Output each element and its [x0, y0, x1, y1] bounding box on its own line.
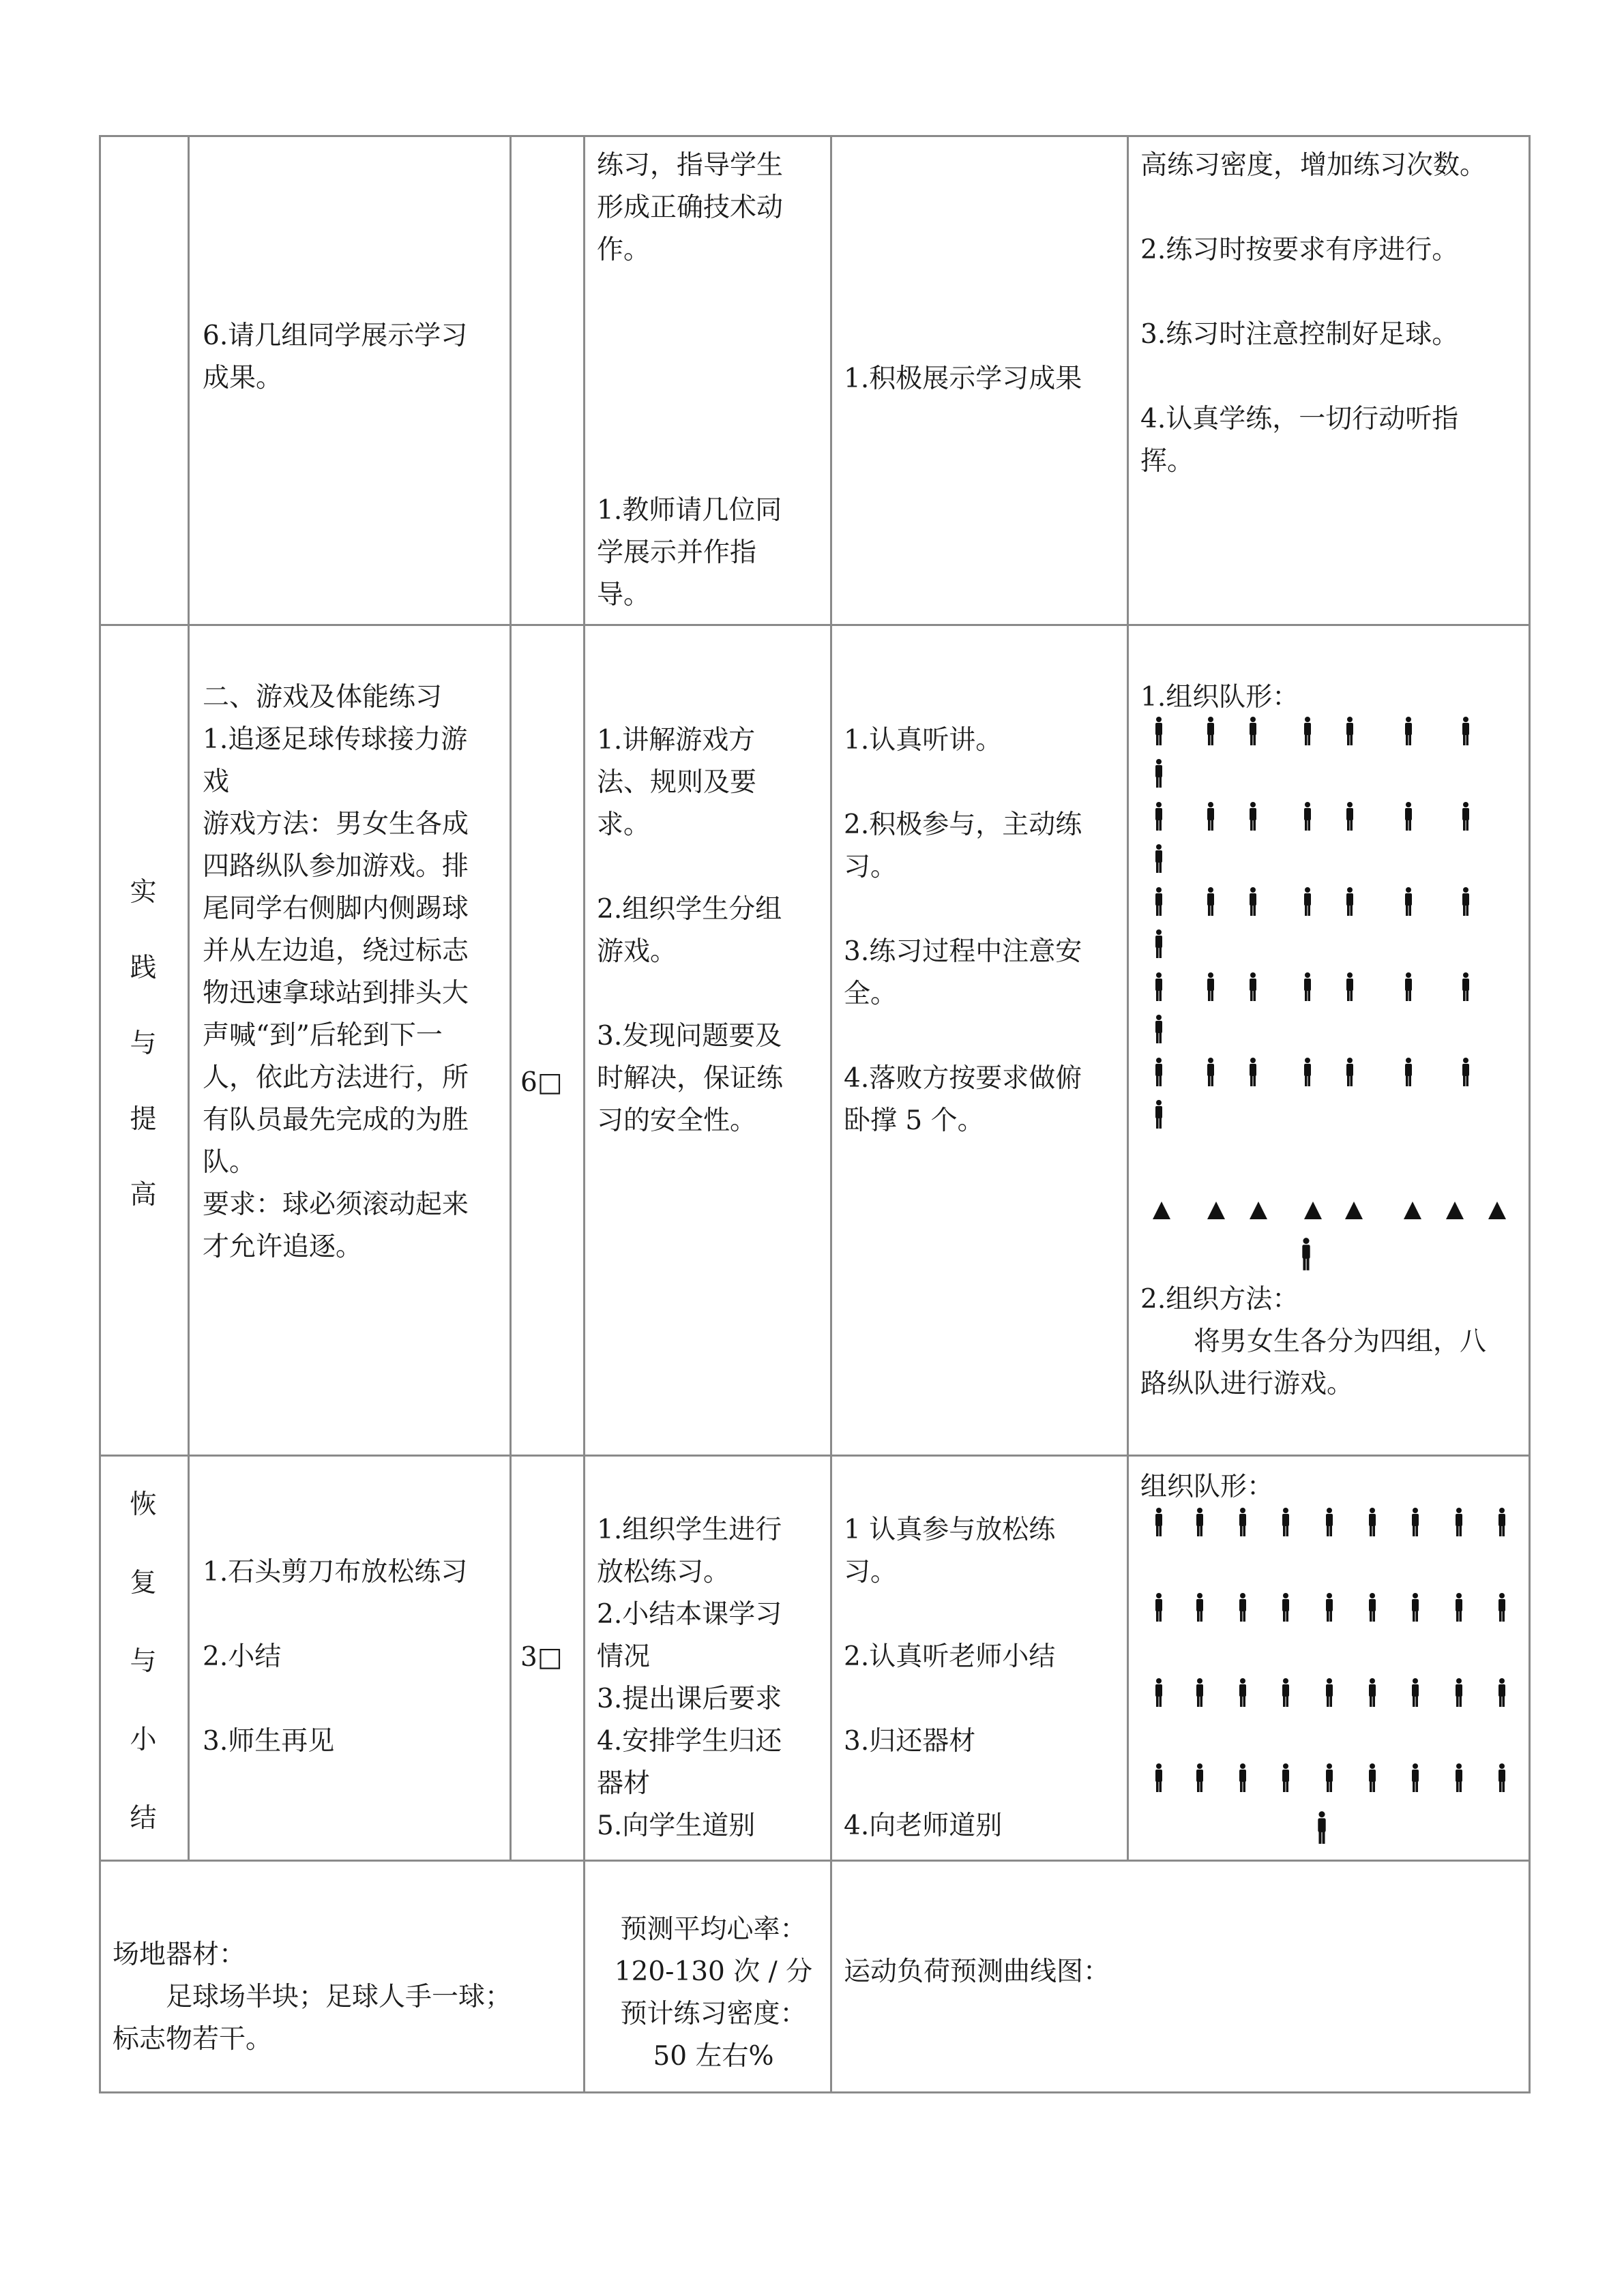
student-figure-icon [1154, 1507, 1164, 1537]
col-divider-content [510, 135, 512, 1862]
student-figure-icon [1404, 972, 1413, 1002]
student-figure-icon [1497, 1592, 1507, 1622]
student-figure-icon [1404, 801, 1413, 831]
cone-marker-icon [1404, 1202, 1421, 1219]
student-figure-icon [1195, 1507, 1205, 1537]
student-figure-icon [1411, 1763, 1420, 1793]
equipment-title: 场地器材： [113, 1939, 246, 1970]
load-curve-label: 运动负荷预测曲线图： [844, 1956, 1110, 1987]
student-figure-icon [1206, 1057, 1215, 1087]
row3-section-char-3: 与 [130, 1646, 157, 1677]
row1-student: 1.积极展示学习成果 [844, 363, 1082, 394]
cone-marker-icon [1488, 1202, 1506, 1219]
row1-organization: 高练习密度，增加练习次数。 2.练习时按要求有序进行。 3.练习时注意控制好足球。 4.认真学练，一切行动听指 挥。 [1140, 150, 1487, 477]
student-figure-icon [1404, 1057, 1413, 1087]
student-figure-icon [1368, 1507, 1377, 1537]
row3-section-char-1: 恢 [130, 1489, 157, 1520]
student-figure-icon [1206, 716, 1215, 746]
row2-content: 二、游戏及体能练习 1.追逐足球传球接力游 戏 游戏方法：男女生各成 四路纵队参加游戏。排 尾同学右侧脚内侧踢球 并从左边追，绕过标志 物迅速拿球站到排头大 声喊“到”后轮到下一 人，依此方法进行，所 有队员最先完成的为胜 队。 要求：球必须滚动起来 才允许追逐。 [203, 682, 469, 1262]
student-figure-icon [1345, 886, 1355, 916]
student-figure-icon [1281, 1763, 1290, 1793]
row3-formation-diagram [1132, 1507, 1521, 1855]
row2-student: 1.认真听讲。 2.积极参与，主动练 习。 3.练习过程中注意安 全。 4.落败方按要求做俯 卧撑 5 个。 [844, 725, 1082, 1136]
student-figure-icon [1248, 886, 1258, 916]
student-figure-icon [1404, 716, 1413, 746]
row2-section-char-3: 与 [130, 1028, 157, 1059]
row2-org-method-title: 2.组织方法： [1140, 1284, 1299, 1315]
student-figure-icon [1195, 1592, 1205, 1622]
row2-time: 6□ [520, 1067, 563, 1098]
student-figure-icon [1154, 1014, 1164, 1044]
student-figure-icon [1461, 716, 1471, 746]
row-divider-2 [99, 1455, 1531, 1457]
row3-org-title: 组织队形： [1140, 1472, 1274, 1502]
student-figure-icon [1325, 1507, 1334, 1537]
col-divider-teacher [830, 135, 832, 2093]
student-figure-icon [1411, 1592, 1420, 1622]
row2-teacher: 1.讲解游戏方 法、规则及要 求。 2.组织学生分组 游戏。 3.发现问题要及 时解决，保证练 习的安全性。 [597, 725, 784, 1136]
density-value: 50 左右% [653, 2041, 774, 2072]
row3-content: 1.石头剪刀布放松练习 2.小结 3.师生再见 [203, 1557, 468, 1757]
row1-teacher-top: 练习，指导学生 形成正确技术动 作。 [597, 150, 784, 265]
equipment-text: 足球场半块；足球人手一球； 标志物若干。 [113, 1982, 512, 2055]
student-figure-icon [1303, 801, 1312, 831]
col-divider-time [583, 135, 585, 2093]
student-figure-icon [1154, 886, 1164, 916]
student-figure-icon [1281, 1507, 1290, 1537]
student-figure-icon [1345, 716, 1355, 746]
student-figure-icon [1345, 801, 1355, 831]
col-divider-student [1127, 135, 1129, 1862]
row-divider-3 [99, 1860, 1531, 1862]
student-figure-icon [1345, 972, 1355, 1002]
student-figure-icon [1345, 1057, 1355, 1087]
student-figure-icon [1248, 801, 1258, 831]
row3-time: 3□ [520, 1642, 563, 1673]
student-figure-icon [1248, 972, 1258, 1002]
student-figure-icon [1303, 886, 1312, 916]
row-divider-1 [99, 624, 1531, 626]
student-figure-icon [1461, 886, 1471, 916]
cone-marker-icon [1250, 1202, 1267, 1219]
student-figure-icon [1154, 1592, 1164, 1622]
student-figure-icon [1248, 716, 1258, 746]
student-figure-icon [1411, 1678, 1420, 1708]
row3-section-char-4: 小 [130, 1725, 157, 1755]
student-figure-icon [1497, 1507, 1507, 1537]
heart-rate-value: 120-130 次 / 分 [614, 1956, 813, 1987]
student-figure-icon [1154, 972, 1164, 1002]
row2-org-method: 将男女生各分为四组，八 路纵队进行游戏。 [1140, 1326, 1487, 1399]
row2-section-char-2: 践 [130, 953, 157, 983]
student-figure-icon [1497, 1763, 1507, 1793]
student-figure-icon [1154, 1678, 1164, 1708]
row2-section-char-4: 提 [130, 1104, 157, 1135]
student-figure-icon [1368, 1592, 1377, 1622]
student-figure-icon [1154, 1057, 1164, 1087]
student-figure-icon [1238, 1592, 1247, 1622]
density-label: 预计练习密度： [620, 1999, 807, 2029]
student-figure-icon [1325, 1592, 1334, 1622]
row3-section-char-2: 复 [130, 1568, 157, 1598]
student-figure-icon [1154, 844, 1164, 874]
col-divider-section [188, 135, 190, 1862]
row1-teacher-bottom: 1.教师请几位同 学展示并作指 导。 [597, 495, 782, 610]
row3-section-char-5: 结 [130, 1803, 157, 1834]
student-figure-icon [1154, 929, 1164, 959]
cone-marker-icon [1304, 1202, 1322, 1219]
table-border-left [99, 135, 101, 2093]
row2-formation-diagram [1132, 716, 1521, 1282]
student-figure-icon [1454, 1592, 1464, 1622]
student-figure-icon [1281, 1592, 1290, 1622]
student-figure-icon [1206, 886, 1215, 916]
student-figure-icon [1497, 1678, 1507, 1708]
cone-marker-icon [1207, 1202, 1225, 1219]
student-figure-icon [1154, 1763, 1164, 1793]
teacher-figure-icon [1299, 1237, 1309, 1267]
student-figure-icon [1368, 1678, 1377, 1708]
student-figure-icon [1238, 1507, 1247, 1537]
student-figure-icon [1154, 1099, 1164, 1129]
table-border-bottom [99, 2091, 1531, 2093]
student-figure-icon [1325, 1678, 1334, 1708]
student-figure-icon [1368, 1763, 1377, 1793]
student-figure-icon [1281, 1678, 1290, 1708]
student-figure-icon [1195, 1763, 1205, 1793]
row2-section-char-5: 高 [130, 1180, 157, 1210]
student-figure-icon [1404, 886, 1413, 916]
heart-rate-label: 预测平均心率： [620, 1914, 807, 1945]
student-figure-icon [1154, 758, 1164, 788]
student-figure-icon [1325, 1763, 1334, 1793]
cone-marker-icon [1345, 1202, 1363, 1219]
student-figure-icon [1206, 972, 1215, 1002]
cone-marker-icon [1153, 1202, 1170, 1219]
student-figure-icon [1461, 972, 1471, 1002]
student-figure-icon [1303, 1057, 1312, 1087]
table-border-top [99, 135, 1531, 137]
student-figure-icon [1248, 1057, 1258, 1087]
student-figure-icon [1454, 1763, 1464, 1793]
row3-teacher: 1.组织学生进行 放松练习。 2.小结本课学习 情况 3.提出课后要求 4.安排学生归还 器材 5.向学生道别 [597, 1515, 782, 1841]
teacher-figure-icon [1315, 1810, 1325, 1840]
row2-section-char-1: 实 [130, 877, 157, 908]
student-figure-icon [1238, 1678, 1247, 1708]
student-figure-icon [1411, 1507, 1420, 1537]
student-figure-icon [1303, 972, 1312, 1002]
student-figure-icon [1154, 801, 1164, 831]
student-figure-icon [1206, 801, 1215, 831]
student-figure-icon [1454, 1678, 1464, 1708]
student-figure-icon [1154, 716, 1164, 746]
cone-marker-icon [1446, 1202, 1464, 1219]
student-figure-icon [1461, 801, 1471, 831]
student-figure-icon [1461, 1057, 1471, 1087]
row1-content: 6.请几组同学展示学习 成果。 [203, 320, 468, 393]
student-figure-icon [1195, 1678, 1205, 1708]
student-figure-icon [1454, 1507, 1464, 1537]
student-figure-icon [1238, 1763, 1247, 1793]
table-border-right [1529, 135, 1531, 2093]
student-figure-icon [1303, 716, 1312, 746]
row2-org-title: 1.组织队形： [1140, 682, 1299, 713]
row3-student: 1 认真参与放松练 习。 2.认真听老师小结 3.归还器材 4.向老师道别 [844, 1515, 1056, 1841]
